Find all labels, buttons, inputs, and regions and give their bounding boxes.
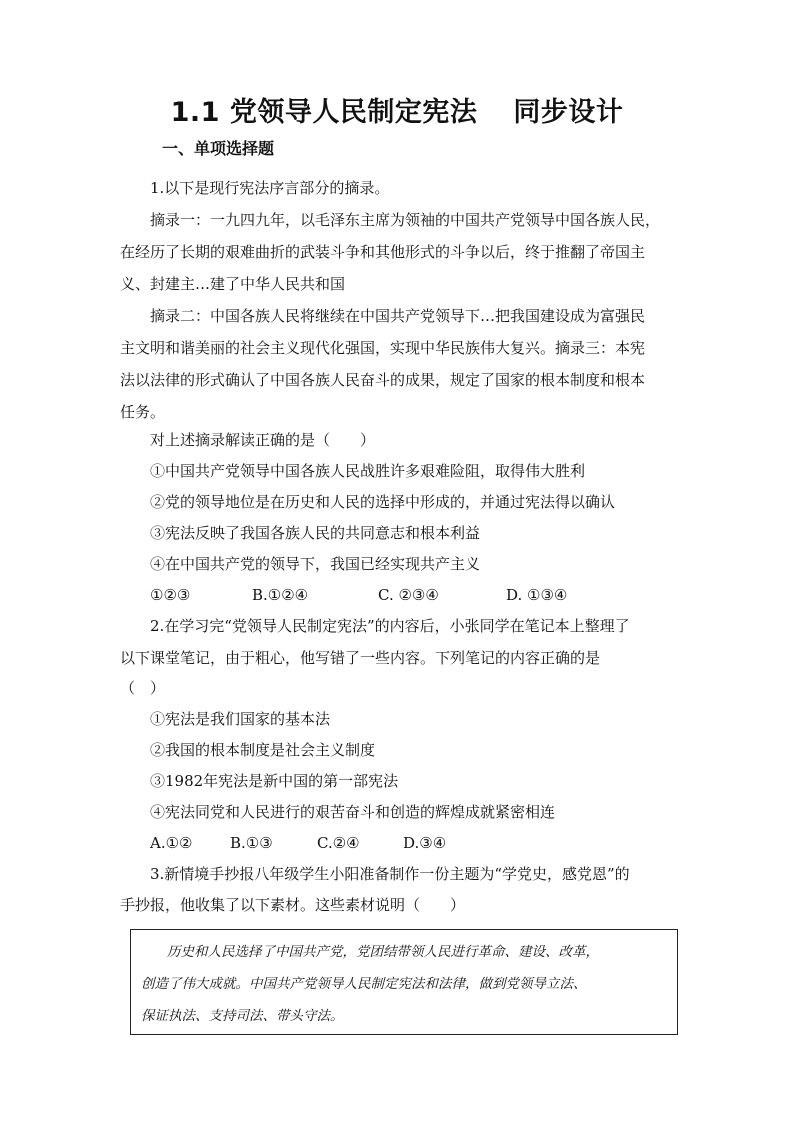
q2-option-b: B.①③ — [230, 834, 273, 852]
q1-item-1: ①中国共产党领导中国各族人民战胜许多艰难险阻，取得伟大胜利 — [150, 462, 586, 480]
q1-excerpt2-line2: 主文明和谐美丽的社会主义现代化强国，实现中华民族伟大复兴。摘录三：本宪 — [120, 339, 646, 357]
q2-stem-line1: 2.在学习完“党领导人民制定宪法”的内容后，小张同学在笔记本上整理了 — [150, 617, 630, 635]
material-line-1: 历史和人民选择了中国共产党，党团结带领人民进行革命、建设、改革， — [167, 944, 599, 960]
material-line-3: 保证执法、支持司法、带头守法。 — [141, 1008, 344, 1024]
q1-excerpt1-line3: 义、封建主…建了中华人民共和国 — [120, 275, 346, 293]
material-line-2: 创造了伟大成就。中国共产党领导人民制定宪法和法律，做到党领导立法、 — [141, 976, 587, 992]
material-box — [130, 929, 678, 1035]
q1-option-a: ①②③ — [150, 586, 191, 604]
q2-item-4: ④宪法同党和人民进行的艰苦奋斗和创造的辉煌成就紧密相连 — [150, 803, 556, 821]
title-suffix: 同步设计 — [513, 97, 624, 128]
q1-option-d: D. ①③④ — [506, 586, 568, 604]
q1-excerpt2-line4: 任务。 — [120, 403, 166, 421]
q2-option-d: D.③④ — [403, 834, 447, 852]
q1-question: 对上述摘录解读正确的是（ ） — [150, 431, 376, 449]
section-heading: 一、单项选择题 — [162, 139, 275, 158]
q2-stem-line2: 以下课堂笔记，由于粗心，他写错了一些内容。下列笔记的内容正确的是 — [120, 649, 601, 667]
q1-excerpt2-line3: 法以法律的形式确认了中国各族人民奋斗的成果，规定了国家的根本制度和根本 — [120, 371, 646, 389]
q2-options — [120, 827, 710, 859]
q2-item-3: ③1982年宪法是新中国的第一部宪法 — [150, 772, 399, 790]
q1-excerpt2-line1: 摘录二：中国各族人民将继续在中国共产党领导下…把我国建设成为富强民 — [150, 307, 646, 325]
q1-option-c: C. ②③④ — [378, 586, 439, 604]
q3-stem-line1: 3.新情境手抄报八年级学生小阳准备制作一份主题为“学党史，感党恩”的 — [150, 865, 630, 883]
q1-item-2: ②党的领导地位是在历史和人民的选择中形成的，并通过宪法得以确认 — [150, 493, 616, 511]
q3-stem-line2: 手抄报，他收集了以下素材。这些素材说明（ ） — [120, 896, 466, 914]
q1-stem: 1.以下是现行宪法序言部分的摘录。 — [150, 179, 390, 197]
q1-excerpt1-line1: 摘录一：一九四九年，以毛泽东主席为领袖的中国共产党领导中国各族人民， — [150, 211, 661, 229]
page-title — [0, 90, 794, 129]
q1-options — [120, 579, 710, 611]
title-main: 1.1 党领导人民制定宪法 — [170, 97, 478, 128]
q1-item-3: ③宪法反映了我国各族人民的共同意志和根本利益 — [150, 524, 481, 542]
q2-option-a: A.①② — [150, 834, 193, 852]
q1-excerpt1-line2: 在经历了长期的艰难曲折的武装斗争和其他形式的斗争以后，终于推翻了帝国主 — [120, 243, 646, 261]
q2-option-c: C.②④ — [317, 834, 360, 852]
q1-option-b: B.①②④ — [252, 586, 309, 604]
q2-item-2: ②我国的根本制度是社会主义制度 — [150, 741, 376, 759]
q2-stem-line3: （ ） — [120, 679, 166, 697]
q2-item-1: ①宪法是我们国家的基本法 — [150, 710, 331, 728]
q1-item-4: ④在中国共产党的领导下，我国已经实现共产主义 — [150, 555, 481, 573]
